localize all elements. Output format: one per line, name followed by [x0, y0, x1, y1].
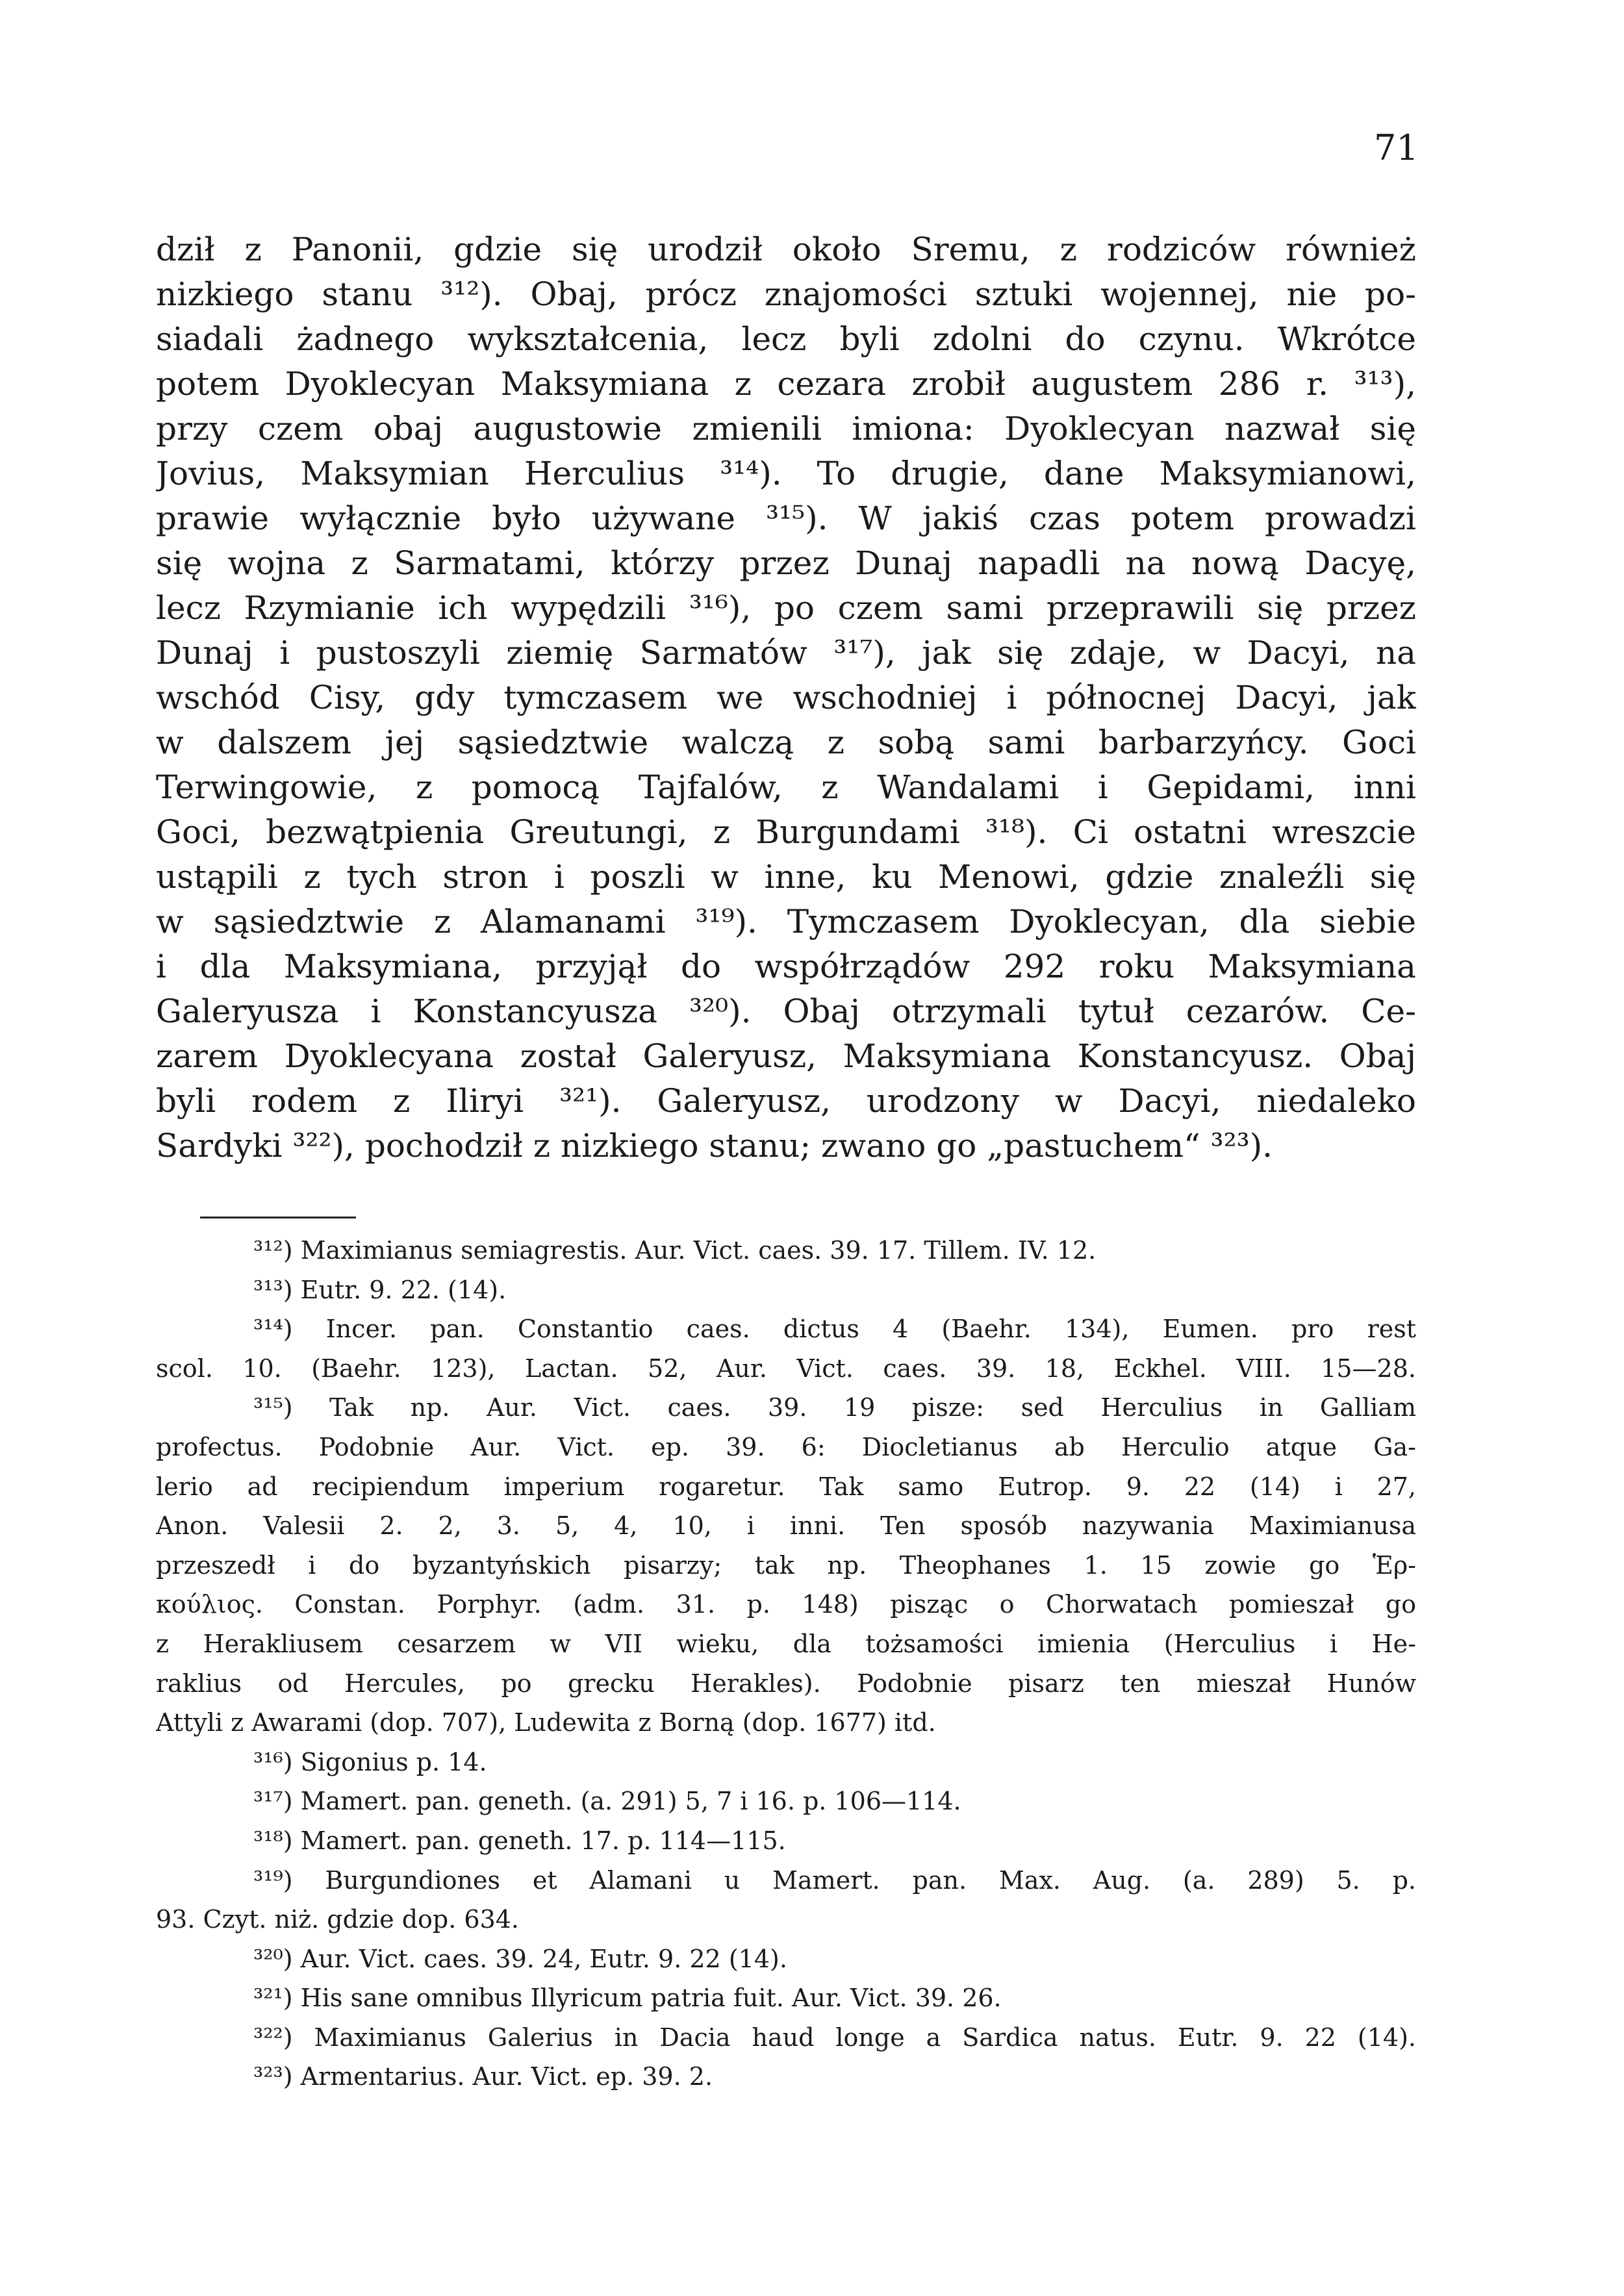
text-line: wschód Cisy, gdy tymczasem we wschodniej i północnej Dacyi, jak: [156, 679, 1416, 716]
footnote-line: ³¹⁹) Burgundiones et Alamani u Mamert. pan. Max. Aug. (a. 289) 5. p.: [253, 1865, 1416, 1895]
footnote-line: ³¹⁴) Incer. pan. Constantio caes. dictus 4 (Baehr. 134), Eumen. pro rest: [253, 1315, 1416, 1344]
text-line: ustąpili z tych stron i poszli w inne, ku Menowi, gdzie znaleźli się: [156, 858, 1416, 896]
main-text: [156, 227, 1416, 1168]
page-number: 71: [1374, 127, 1419, 168]
text-line: Galeryusza i Konstancyusza ³²⁰). Obaj otrzymali tytuł cezarów. Ce-: [156, 992, 1416, 1030]
footnote-line: scol. 10. (Baehr. 123), Lactan. 52, Aur. Vict. caes. 39. 18, Eckhel. VIII. 15—28.: [156, 1354, 1416, 1383]
text-line: się wojna z Sarmatami, którzy przez Dunaj napadli na nową Dacyę,: [156, 544, 1416, 582]
footnote-line: ³¹⁵) Tak np. Aur. Vict. caes. 39. 19 pisze: sed Herculius in Galliam: [253, 1393, 1416, 1422]
footnote-line: lerio ad recipiendum imperium rogaretur. Tak samo Eutrop. 9. 22 (14) i 27,: [156, 1472, 1416, 1501]
footnote-line: profectus. Podobnie Aur. Vict. ep. 39. 6: Diocletianus ab Herculio atque Ga-: [156, 1432, 1416, 1461]
footnote-line: ³¹⁸) Mamert. pan. geneth. 17. p. 114—115.: [253, 1826, 786, 1855]
text-line: Sardyki ³²²), pochodził z nizkiego stanu; zwano go „pastuchem“ ³²³).: [156, 1127, 1273, 1165]
footnote-divider: [200, 1217, 356, 1218]
text-line: Jovius, Maksymian Herculius ³¹⁴). To drugie, dane Maksymianowi,: [156, 455, 1416, 492]
text-line: prawie wyłącznie było używane ³¹⁵). W jakiś czas potem prowadzi: [156, 499, 1416, 537]
text-line: nizkiego stanu ³¹²). Obaj, prócz znajomości sztuki wojennej, nie po-: [156, 275, 1416, 313]
text-line: Terwingowie, z pomocą Tajfalów, z Wandalami i Gepidami, inni: [156, 768, 1416, 806]
footnote-line: z Herakliusem cesarzem w VII wieku, dla tożsamości imienia (Herculius i He-: [156, 1629, 1416, 1658]
footnote-line: przeszedł i do byzantyńskich pisarzy; tak np. Theophanes 1. 15 zowie go Ἑρ-: [156, 1550, 1416, 1580]
footnote-line: ³²³) Armentarius. Aur. Vict. ep. 39. 2.: [253, 2062, 713, 2091]
text-line: i dla Maksymiana, przyjął do współrządów 292 roku Maksymiana: [156, 948, 1416, 985]
text-line: byli rodem z Iliryi ³²¹). Galeryusz, urodzony w Dacyi, niedaleko: [156, 1082, 1416, 1120]
footnote-line: raklius od Hercules, po grecku Herakles). Podobnie pisarz ten mieszał Hunów: [156, 1669, 1416, 1698]
text-line: siadali żadnego wykształcenia, lecz byli zdolni do czynu. Wkrótce: [156, 320, 1416, 358]
text-line: potem Dyoklecyan Maksymiana z cezara zrobił augustem 286 r. ³¹³),: [156, 365, 1416, 403]
footnote-line: Attyli z Awarami (dop. 707), Ludewita z Borną (dop. 1677) itd.: [156, 1708, 936, 1737]
text-line: w sąsiedztwie z Alamanami ³¹⁹). Tymczasem Dyoklecyan, dla siebie: [156, 903, 1416, 940]
text-line: Dunaj i pustoszyli ziemię Sarmatów ³¹⁷), jak się zdaje, w Dacyi, na: [156, 634, 1416, 672]
footnotes: [156, 1231, 1416, 2097]
footnote-line: ³¹³) Eutr. 9. 22. (14).: [253, 1275, 507, 1304]
footnote-line: ³²⁰) Aur. Vict. caes. 39. 24, Eutr. 9. 22 (14).: [253, 1944, 787, 1973]
footnote-line: ³²²) Maximianus Galerius in Dacia haud longe a Sardica natus. Eutr. 9. 22 (14).: [253, 2023, 1416, 2052]
footnote-line: ³²¹) His sane omnibus Illyricum patria fuit. Aur. Vict. 39. 26.: [253, 1984, 1002, 2013]
footnote-line: κούλιος. Constan. Porphyr. (adm. 31. p. 148) pisząc o Chorwatach pomieszał go: [156, 1590, 1416, 1619]
text-line: zarem Dyoklecyana został Galeryusz, Maksymiana Konstancyusz. Obaj: [156, 1037, 1416, 1075]
text-line: lecz Rzymianie ich wypędzili ³¹⁶), po czem sami przeprawili się przez: [156, 589, 1416, 627]
text-line: Goci, bezwątpienia Greutungi, z Burgundami ³¹⁸). Ci ostatni wreszcie: [156, 813, 1416, 851]
footnote-line: Anon. Valesii 2. 2, 3. 5, 4, 10, i inni. Ten sposób nazywania Maximianusa: [156, 1511, 1416, 1541]
footnote-line: ³¹⁷) Mamert. pan. geneth. (a. 291) 5, 7 i 16. p. 106—114.: [253, 1787, 961, 1816]
footnote-line: 93. Czyt. niż. gdzie dop. 634.: [156, 1905, 519, 1934]
text-line: przy czem obaj augustowie zmienili imiona: Dyoklecyan nazwał się: [156, 410, 1416, 448]
text-line: w dalszem jej sąsiedztwie walczą z sobą sami barbarzyńcy. Goci: [156, 724, 1416, 761]
footnote-line: ³¹⁶) Sigonius p. 14.: [253, 1747, 487, 1776]
text-line: dził z Panonii, gdzie się urodził około Sremu, z rodziców również: [156, 231, 1416, 268]
footnote-line: ³¹²) Maximianus semiagrestis. Aur. Vict. caes. 39. 17. Tillem. IV. 12.: [253, 1236, 1097, 1265]
